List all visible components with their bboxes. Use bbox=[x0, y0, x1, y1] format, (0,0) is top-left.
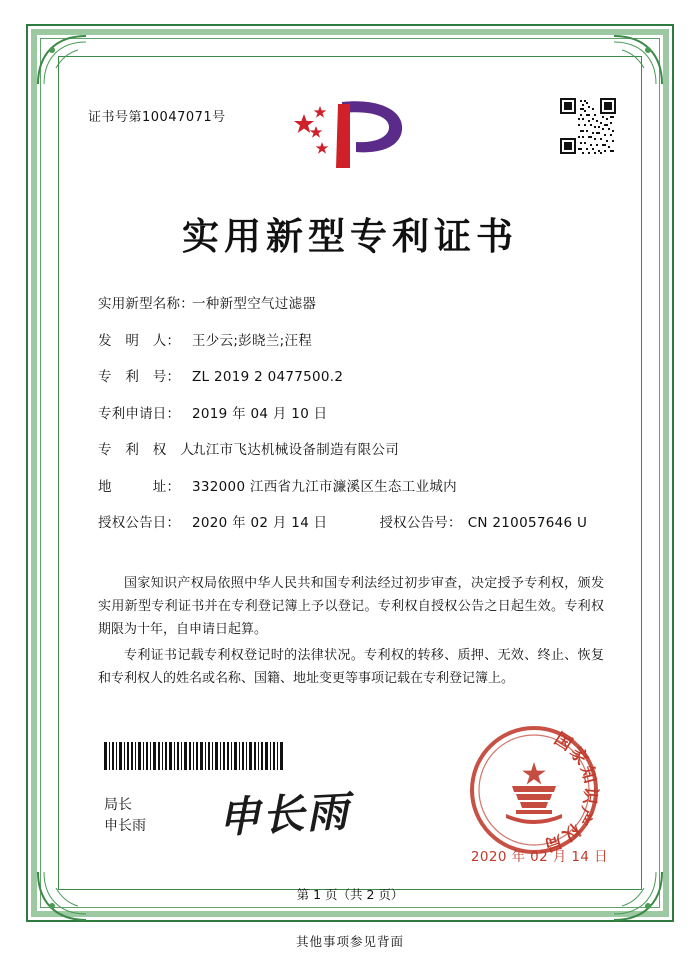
paragraph-2: 专利证书记载专利权登记时的法律状况。专利权的转移、质押、无效、终止、恢复和专利权人的姓名或名称、国籍、地址变更等事项记载在专利登记簿上。 bbox=[98, 648, 604, 686]
body-text bbox=[98, 572, 604, 693]
field-label: 专 利 号： bbox=[98, 369, 181, 385]
field-label: 专 利 权 人： bbox=[98, 442, 208, 458]
signature-labels bbox=[104, 795, 146, 837]
field-row-announcement bbox=[98, 511, 608, 531]
field-row-patentee bbox=[98, 438, 608, 458]
page-title: 实用新型专利证书 bbox=[182, 214, 518, 258]
svg-text:国家知识产权局: 国家知识产权局 bbox=[540, 729, 601, 856]
field-value: 九江市飞达机械设备制造有限公司 bbox=[192, 442, 399, 458]
announcement-number-value: CN 210057646 U bbox=[467, 515, 588, 531]
field-label: 实用新型名称： bbox=[98, 296, 194, 312]
field-label: 专利申请日： bbox=[98, 405, 181, 422]
official-seal bbox=[466, 722, 602, 858]
field-row-application-date bbox=[98, 402, 608, 422]
announcement-number-label: 授权公告号： bbox=[379, 515, 462, 531]
field-row-address bbox=[98, 475, 608, 495]
announcement-date-value: 2020 年 02 月 14 日 bbox=[192, 515, 328, 531]
field-list bbox=[98, 292, 608, 548]
field-label: 发 明 人： bbox=[98, 332, 181, 349]
footer-note: 其他事项参见背面 bbox=[295, 934, 404, 949]
barcode bbox=[104, 742, 284, 770]
field-row-inventor bbox=[98, 329, 608, 349]
field-label: 地 址： bbox=[98, 478, 181, 495]
field-value: 332000 江西省九江市濂溪区生态工业城内 bbox=[192, 478, 457, 495]
seal-date: 2020 年 02 月 14 日 bbox=[470, 849, 608, 865]
handwritten-signature: 申长雨 bbox=[216, 786, 352, 843]
page-indicator: 第 1 页（共 2 页） bbox=[296, 887, 404, 902]
field-value: 一种新型空气过滤器 bbox=[192, 296, 317, 312]
field-row-patent-number bbox=[98, 365, 608, 385]
cnipa-logo bbox=[290, 96, 410, 178]
certificate-number: 证书号第10047071号 bbox=[88, 110, 226, 125]
field-value: 王少云;彭晓兰;汪程 bbox=[192, 332, 313, 349]
announcement-date-label: 授权公告日： bbox=[98, 515, 181, 531]
field-value: 2019 年 04 月 10 日 bbox=[192, 405, 328, 422]
field-row-utility-model-name bbox=[98, 292, 608, 312]
director-name: 申长雨 bbox=[104, 818, 146, 834]
director-label: 局长 bbox=[104, 797, 132, 813]
qr-code bbox=[560, 98, 616, 154]
field-value: ZL 2019 2 0477500.2 bbox=[192, 369, 344, 385]
paragraph-1: 国家知识产权局依照中华人民共和国专利法经过初步审查，决定授予专利权，颁发实用新型专利证书并在专利登记簿上予以登记。专利权自授权公告之日起生效。专利权期限为十年，自申请日起算。 bbox=[98, 576, 604, 637]
